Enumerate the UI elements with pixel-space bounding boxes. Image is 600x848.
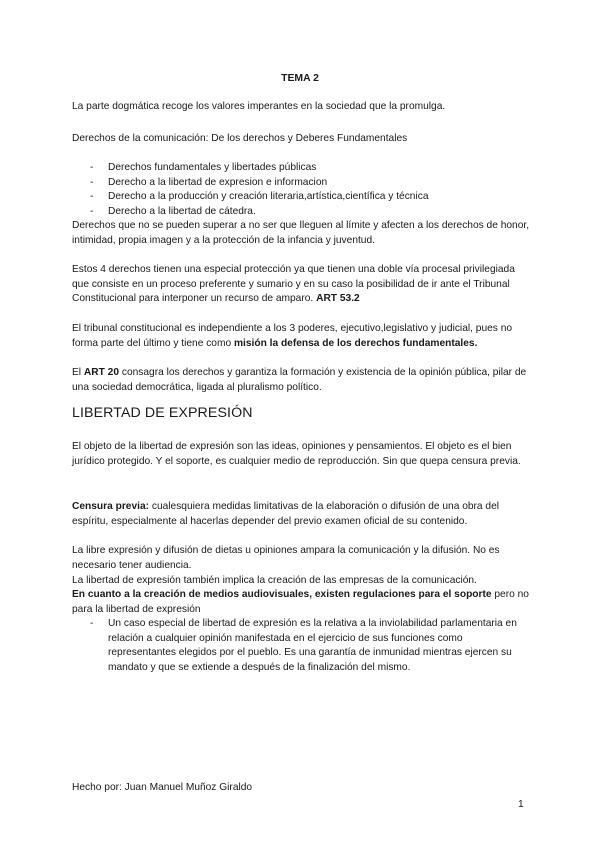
list-item: - Derecho a la producción y creación literaria,artística,científica y técnica bbox=[72, 190, 532, 205]
art20-paragraph bbox=[72, 366, 532, 395]
libre-paragraph: La libre expresión y difusión de dietas u opiniones ampara la comunicación y la difusión. No es necesario tener audiencia. bbox=[72, 545, 500, 571]
page-number: 1 bbox=[518, 799, 524, 810]
censura-paragraph bbox=[72, 500, 532, 529]
page-title: TEMA 2 bbox=[281, 73, 319, 84]
censura-text: cualesquiera medidas limitativas de la elaboración o difusión de una obra del espíritu, especialmente al hacerlas depender del previo examen oficial de su contenido. bbox=[72, 501, 500, 527]
objeto-paragraph: El objeto de la libertad de expresión son las ideas, opiniones y pensamientos. El objeto es el bien jurídico protegido. Y el soporte, es cualquier medio de reproducción. Sin que quepa censura previa. bbox=[72, 441, 521, 467]
intro-paragraph: La parte dogmática recoge los valores imperantes en la sociedad que la promulga. bbox=[72, 101, 446, 112]
proteccion-article: ART 53.2 bbox=[316, 293, 360, 305]
derechos-list bbox=[72, 161, 532, 219]
list-item: - Derechos fundamentales y libertades públicas bbox=[72, 161, 532, 176]
list-item: - Derecho a la libertad de expresion e informacion bbox=[72, 176, 532, 191]
censura-term: Censura previa: bbox=[72, 501, 150, 512]
footer-author: Hecho por: Juan Manuel Muñoz Giraldo bbox=[72, 782, 253, 793]
caso-especial-list bbox=[72, 617, 532, 675]
art20-article: ART 20 bbox=[83, 367, 120, 378]
proteccion-text: Estos 4 derechos tienen una especial protección ya que tienen una doble vía procesal privilegiada que consiste en un proceso preferente y sumario y en su caso la posibilidad de ir ante el Tribunal Constitucional para interponer un recurso de amparo. bbox=[72, 264, 515, 305]
list-item: - Derecho a la libertad de cátedra. bbox=[72, 205, 532, 220]
proteccion-paragraph bbox=[72, 263, 532, 307]
audiovisuales-bold: En cuanto a la creación de medios audiovisuales, existen regulaciones para el soporte bbox=[72, 589, 492, 600]
audiovisuales-text: pero no para la libertad de expresión bbox=[72, 589, 529, 615]
art20-text: consagra los derechos y garantiza la formación y existencia de la opinión pública, pilar de una sociedad democrática, ligada al pluralismo político. bbox=[72, 367, 527, 393]
tribunal-text: El tribunal constitucional es independiente a los 3 poderes, ejecutivo,legislativo y judicial, pues no forma parte del último y tiene como bbox=[72, 323, 513, 349]
list-item: - Un caso especial de libertad de expresión es la relativa a la inviolabilidad parlamentaria en relación a cualquier opinión manifestada en el ejercicio de sus funciones como representantes elegidos por el pueblo. Es una garantía de inmunidad mientras ejercen su mandato y que se extiende a después de la finalización del mismo. bbox=[72, 617, 532, 675]
tribunal-mision: misión la defensa de los derechos fundamentales. bbox=[233, 337, 478, 349]
audiovisuales-paragraph bbox=[72, 588, 532, 617]
empresas-paragraph: La libertad de expresión también implica la creación de las empresas de la comunicación. bbox=[72, 575, 477, 586]
tribunal-paragraph bbox=[72, 322, 532, 351]
section-heading: LIBERTAD DE EXPRESIÓN bbox=[72, 405, 253, 421]
limites-paragraph: Derechos que no se pueden superar a no ser que lleguen al límite y afecten a los derechos de honor, intimidad, propia imagen y a la protección de la infancia y juventud. bbox=[72, 220, 530, 246]
art20-pre: El bbox=[72, 367, 82, 378]
derechos-heading: Derechos de la comunicación: De los derechos y Deberes Fundamentales bbox=[72, 133, 408, 144]
